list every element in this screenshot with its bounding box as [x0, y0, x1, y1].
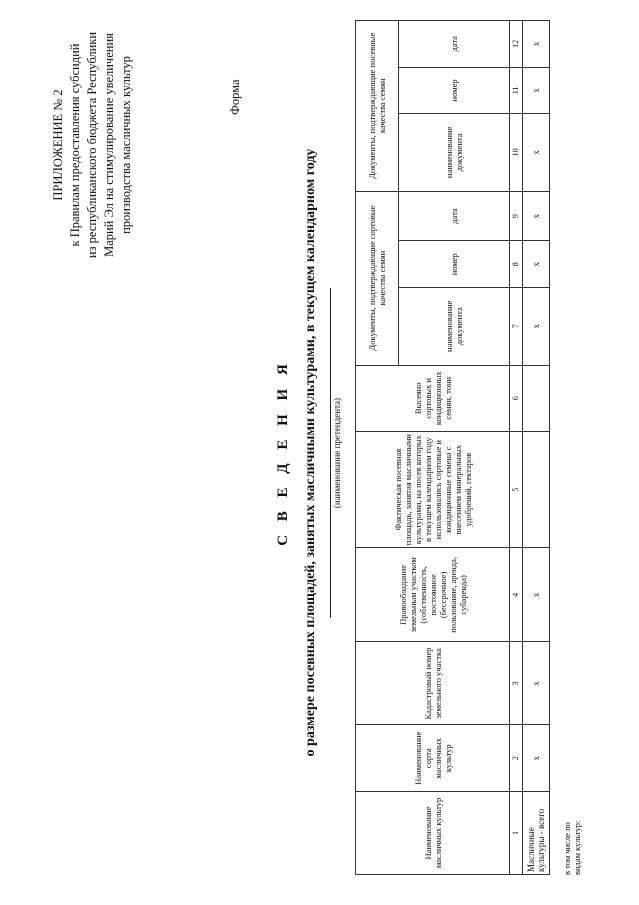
column-number: 12 [510, 21, 523, 68]
table-cell: х [523, 114, 550, 192]
column-number: 7 [510, 288, 523, 366]
table-cell: Масличные культуры - всего [523, 791, 550, 874]
header-cell: Высеяно сортовых и кондиционных семян, тонн [356, 365, 510, 431]
header-cell: Документы, подтверждающие посевные качества семян [356, 21, 399, 192]
document-subtitle: о размере посевных площадей, занятых масличными культурами, в текущем календарном году [303, 148, 318, 757]
table-number-row [510, 21, 523, 875]
header-cell: Наименование сорта масличных культур [356, 725, 510, 791]
table-cell: х [523, 725, 550, 791]
appendix-block [50, 20, 135, 270]
appendix-number: ПРИЛОЖЕНИЕ № 2 [51, 89, 65, 201]
document-title: С В Е Д Е Н И Я [275, 359, 291, 546]
including-label: в том числе по видам культур: [562, 820, 582, 875]
table-cell: х [523, 288, 550, 366]
subheader-cell: дата [399, 21, 510, 68]
crops-table [355, 20, 550, 875]
subheader-cell: наименование документа [399, 114, 510, 192]
table-cell: х [523, 548, 550, 642]
table-cell [523, 431, 550, 547]
column-number: 2 [510, 725, 523, 791]
table-cell: х [523, 67, 550, 114]
appendix-line: Марий Эл на стимулирование увеличения [102, 33, 116, 257]
subheader-cell: дата [399, 191, 510, 241]
column-number: 10 [510, 114, 523, 192]
appendix-line: к Правилам предоставления субсидий [68, 43, 82, 247]
column-number: 9 [510, 191, 523, 241]
appendix-line: из республиканского бюджета Республики [85, 31, 99, 259]
applicant-fill-line [330, 288, 331, 618]
column-number: 4 [510, 548, 523, 642]
form-label: Форма [228, 79, 242, 115]
table-cell [523, 365, 550, 431]
column-number: 5 [510, 431, 523, 547]
table-cell: х [523, 642, 550, 725]
header-cell: Наименование масличных культур [356, 791, 510, 874]
table-cell: х [523, 241, 550, 288]
column-number: 8 [510, 241, 523, 288]
subheader-cell: наименование документа [399, 288, 510, 366]
column-number: 11 [510, 67, 523, 114]
table-row-total [523, 21, 550, 875]
header-cell: Кадастровый номер земельного участка [356, 642, 510, 725]
appendix-line: производства масличных культур [119, 56, 133, 234]
subheader-cell: номер [399, 67, 510, 114]
applicant-caption: (наименование претендента) [332, 397, 342, 509]
table-cell: х [523, 21, 550, 68]
subheader-cell: номер [399, 241, 510, 288]
table-header-row [356, 21, 399, 875]
table-cell: х [523, 191, 550, 241]
header-cell: Фактическая посевная площадь, занятая масличными культурами, на посев которых в текущем календарном году использовались сортовые и кондиционные семена с внесением минеральных удобрений, гектаров [356, 431, 510, 547]
header-cell: Документы, подтверждающие сортовые качества семян [356, 191, 399, 365]
column-number: 1 [510, 791, 523, 874]
header-cell: Правообладание земельным участком (собственность, постоянное (бессрочное) пользование, аренда, субаренда) [356, 548, 510, 642]
column-number: 6 [510, 365, 523, 431]
column-number: 3 [510, 642, 523, 725]
